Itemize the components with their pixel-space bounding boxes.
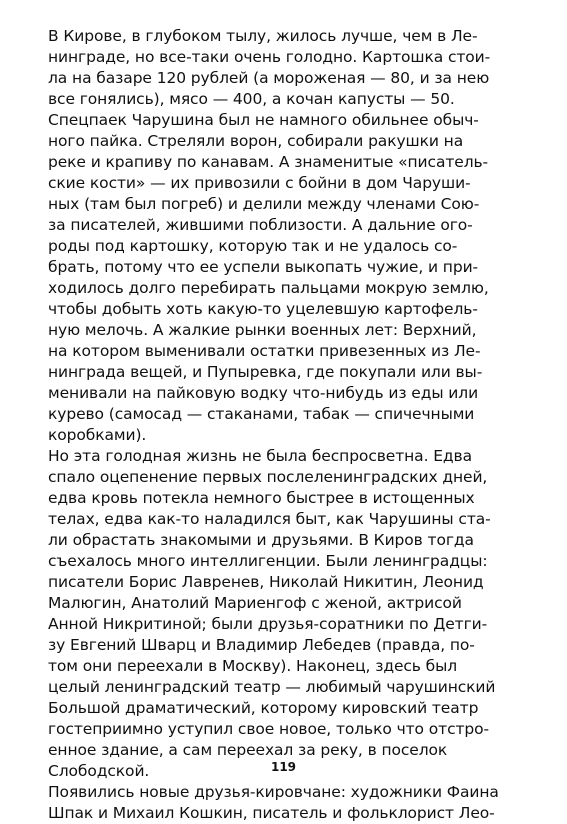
text-line: за писателей, жившими поблизости. А дальние ого- [48,216,473,234]
text-line: роды под картошку, которую так и не удалось со- [48,237,458,255]
text-line: ную мелочь. А жалкие рынки военных лет: Верхний, [48,321,477,339]
text-line: менивали на пайковую водку что-нибудь из еды или [48,384,479,402]
text-line: енное здание, а сам переехал за реку, в поселок [48,741,448,759]
text-line: ных (там был погреб) и делили между членами Сою- [48,195,480,213]
text-line: на котором выменивали остатки привезенных из Ле- [48,342,481,360]
text-line: съехалось много интеллигенции. Были ленинградцы: [48,552,488,570]
text-line: гостеприимно уступил свое новое, только что отстро- [48,720,490,738]
text-line: В Кирове, в глубоком тылу, жилось лучше, чем в Ле- [48,27,478,45]
text-line: Спецпаек Чарушина был не намного обильнее обыч- [48,111,479,129]
text-line: чтобы добыть хоть какую-то уцелевшую картофель- [48,300,478,318]
text-line: Малюгин, Анатолий Мариенгоф с женой, актрисой [48,594,462,612]
text-line: ла на базаре 120 рублей (а мороженая — 80, и за нею [48,69,490,87]
text-line: реке и крапиву по канавам. А знаменитые «писатель- [48,153,489,171]
text-line: спало оцепенение первых послеленинградских дней, [48,468,488,486]
text-line: телах, едва как-то наладился быт, как Чарушины ста- [48,510,491,528]
page-number: 119 [270,760,297,774]
text-line: курево (самосад — стаканами, табак — спичечными [48,405,475,423]
text-line: Но эта голодная жизнь не была беспросветна. Едва [48,447,472,465]
text-line: коробками). [48,426,147,444]
text-line: ли обрастать знакомыми и друзьями. В Киров тогда [48,531,474,549]
text-line: зу Евгений Шварц и Владимир Лебедев (правда, по- [48,636,475,654]
text-line: ного пайка. Стреляли ворон, собирали ракушки на [48,132,464,150]
text-line: нинграда вещей, и Пупыревка, где покупали или вы- [48,363,483,381]
text-line: едва кровь потекла немного быстрее в истощенных [48,489,475,507]
text-line: Шпак и Михаил Кошкин, писатель и фольклорист Лео- [48,804,495,822]
text-line: Слободской. [48,762,150,780]
text-line: Большой драматический, которому кировский театр [48,699,479,717]
text-line: нинграде, но все-таки очень голодно. Картошка стои- [48,48,491,66]
text-line: ские кости» — их привозили с бойни в дом Чаруши- [48,174,471,192]
text-line: писатели Борис Лавренев, Николай Никитин, Леонид [48,573,484,591]
text-line: том они переехали в Москву). Наконец, здесь был [48,657,458,675]
text-line: ходилось долго перебирать пальцами мокрую землю, [48,279,489,297]
text-line: Анной Никритиной; были друзья-соратники по Детги- [48,615,488,633]
text-line: целый ленинградский театр — любимый чарушинский [48,678,496,696]
text-line: брать, потому что ее успели выкопать чужие, и при- [48,258,479,276]
text-line: все гонялись), мясо — 400, а кочан капусты — 50. [48,90,455,108]
body-text [48,26,522,824]
text-line: Появились новые друзья-кировчане: художники Фаина [48,783,499,801]
